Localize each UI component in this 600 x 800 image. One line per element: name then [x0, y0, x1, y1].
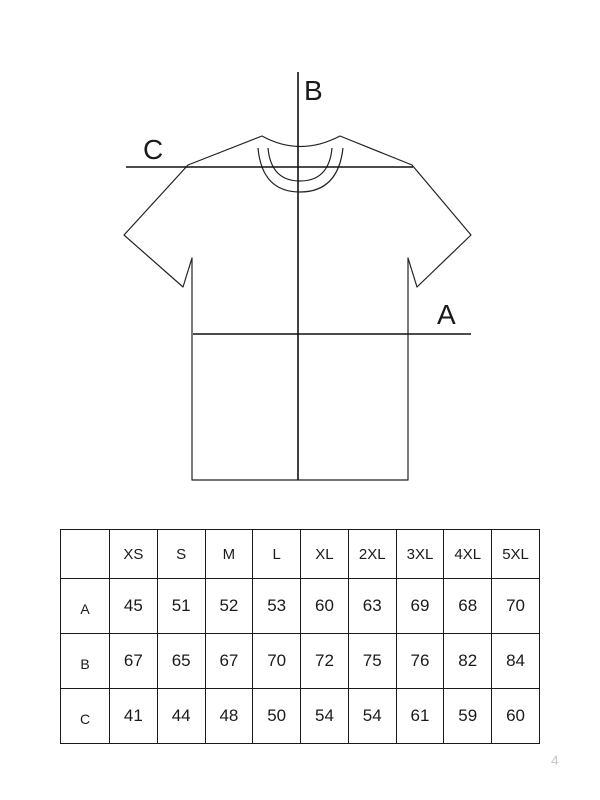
table-cell: 48: [205, 689, 253, 744]
measurement-lines: [126, 72, 471, 480]
table-cell: 84: [492, 634, 540, 689]
size-header: M: [205, 530, 253, 579]
label-b: B: [304, 75, 323, 106]
size-header: XL: [301, 530, 349, 579]
table-cell: 44: [157, 689, 205, 744]
row-label: B: [61, 634, 110, 689]
size-header: XS: [110, 530, 158, 579]
table-cell: 50: [253, 689, 301, 744]
table-cell: 67: [205, 634, 253, 689]
table-row: [61, 689, 540, 744]
row-label: A: [61, 579, 110, 634]
table-cell: 67: [110, 634, 158, 689]
table-cell: 59: [444, 689, 492, 744]
size-header: 4XL: [444, 530, 492, 579]
label-a: A: [437, 299, 456, 330]
table-cell: 54: [301, 689, 349, 744]
table-cell: 76: [396, 634, 444, 689]
table-cell: 70: [253, 634, 301, 689]
table-corner-cell: [61, 530, 110, 579]
label-c: C: [143, 134, 164, 165]
table-cell: 41: [110, 689, 158, 744]
size-header: 3XL: [396, 530, 444, 579]
table-row: [61, 634, 540, 689]
size-header: 5XL: [492, 530, 540, 579]
table-cell: 82: [444, 634, 492, 689]
table-cell: 63: [348, 579, 396, 634]
table-header-row: [61, 530, 540, 579]
page-number: 4: [551, 752, 559, 768]
size-header: L: [253, 530, 301, 579]
table-cell: 75: [348, 634, 396, 689]
size-header: 2XL: [348, 530, 396, 579]
table-cell: 60: [301, 579, 349, 634]
table-cell: 68: [444, 579, 492, 634]
table-cell: 72: [301, 634, 349, 689]
table-cell: 53: [253, 579, 301, 634]
table-cell: 61: [396, 689, 444, 744]
size-chart-table: [60, 529, 540, 744]
table-cell: 54: [348, 689, 396, 744]
table-cell: 69: [396, 579, 444, 634]
table-cell: 45: [110, 579, 158, 634]
table-cell: 65: [157, 634, 205, 689]
table-cell: 70: [492, 579, 540, 634]
row-label: C: [61, 689, 110, 744]
table-cell: 60: [492, 689, 540, 744]
table-cell: 52: [205, 579, 253, 634]
size-header: S: [157, 530, 205, 579]
table-row: [61, 579, 540, 634]
table-cell: 51: [157, 579, 205, 634]
